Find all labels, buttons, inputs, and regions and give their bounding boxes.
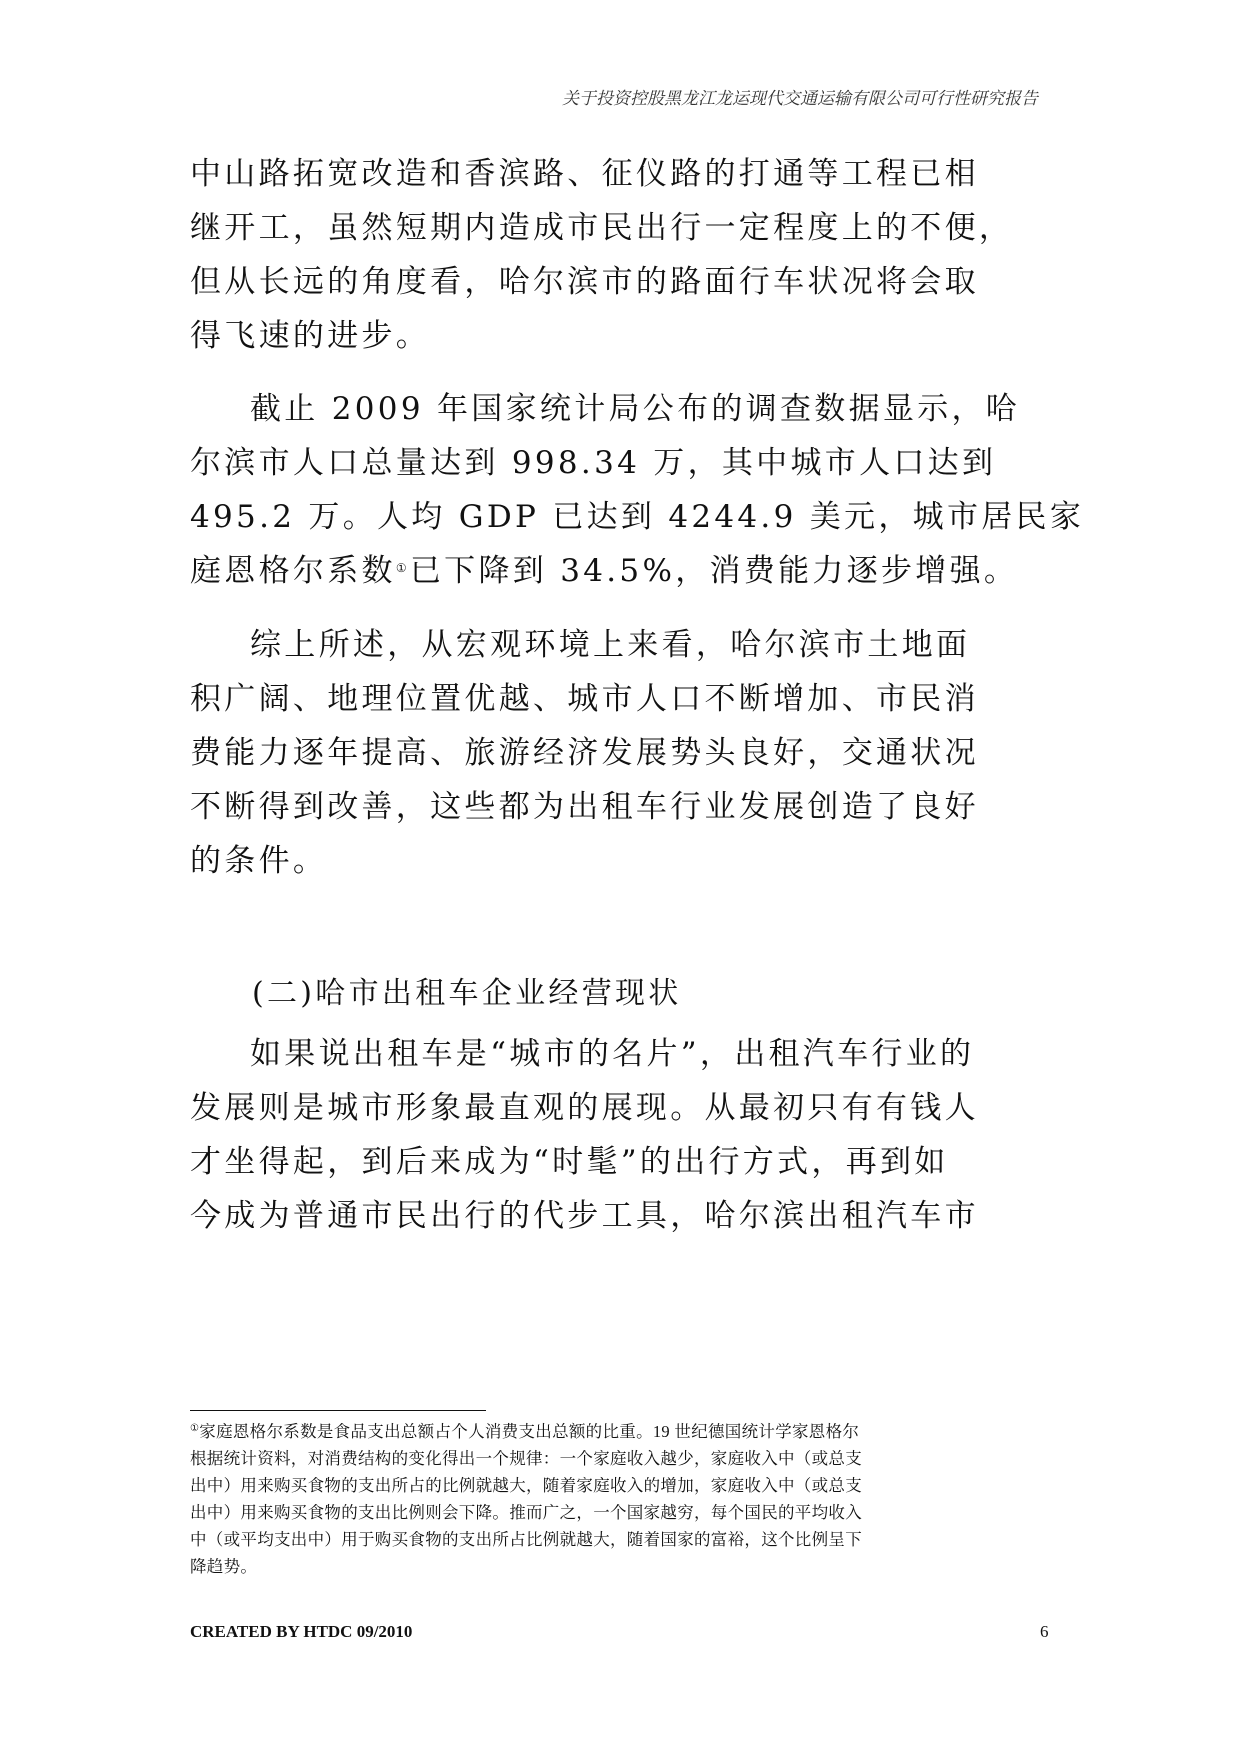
footer-credit: CREATED BY HTDC 09/2010 bbox=[190, 1622, 413, 1641]
body-line-9: 综上所述，从宏观环境上来看，哈尔滨市土地面 bbox=[250, 627, 971, 663]
body-line-4: 得飞速的进步。 bbox=[190, 318, 431, 354]
footnote-line-1 bbox=[190, 1418, 859, 1442]
footnote-reference[interactable]: ① bbox=[395, 561, 410, 575]
page-number: 6 bbox=[1040, 1622, 1049, 1641]
body-line-2: 继开工，虽然短期内造成市民出行一定程度上的不便， bbox=[190, 210, 1014, 246]
body-line-17: 今成为普通市民出行的代步工具，哈尔滨出租汽车市 bbox=[190, 1198, 979, 1234]
footnote-line-3: 出中）用来购买食物的支出所占的比例就越大，随着家庭收入的增加，家庭收入中（或总支 bbox=[190, 1476, 862, 1495]
body-line-5: 截止 2009 年国家统计局公布的调查数据显示，哈 bbox=[250, 391, 1021, 427]
running-header: 关于投资控股黑龙江龙运现代交通运输有限公司可行性研究报告 bbox=[562, 89, 1038, 108]
footnote-line-4: 出中）用来购买食物的支出比例则会下降。推而广之，一个国家越穷，每个国民的平均收入 bbox=[190, 1503, 862, 1522]
body-line-12: 不断得到改善，这些都为出租车行业发展创造了良好 bbox=[190, 789, 979, 825]
body-line-11: 费能力逐年提高、旅游经济发展势头良好，交通状况 bbox=[190, 735, 979, 771]
body-line-16: 才坐得起，到后来成为“时髦”的出行方式，再到如 bbox=[190, 1144, 949, 1180]
footnote-divider bbox=[190, 1410, 486, 1411]
footnote-marker: ① bbox=[190, 1423, 200, 1434]
footnote-line-2: 根据统计资料，对消费结构的变化得出一个规律：一个家庭收入越少，家庭收入中（或总支 bbox=[190, 1449, 862, 1468]
body-line-13: 的条件。 bbox=[190, 843, 328, 879]
body-line-14: 如果说出租车是“城市的名片”，出租汽车行业的 bbox=[250, 1036, 975, 1072]
body-line-8 bbox=[190, 545, 1018, 590]
body-line-8-text-b: 已下降到 34.5%，消费能力逐步增强。 bbox=[409, 553, 1019, 589]
body-line-7: 495.2 万。人均 GDP 已达到 4244.9 美元，城市居民家 bbox=[190, 499, 1085, 535]
body-line-1: 中山路拓宽改造和香滨路、征仪路的打通等工程已相 bbox=[190, 156, 979, 192]
footnote-line-5: 中（或平均支出中）用于购买食物的支出所占比例就越大，随着国家的富裕，这个比例呈下 bbox=[190, 1530, 862, 1549]
body-line-8-text-a: 庭恩格尔系数 bbox=[190, 553, 396, 589]
body-line-3: 但从长远的角度看，哈尔滨市的路面行车状况将会取 bbox=[190, 264, 979, 300]
footnote-line-1-text: 家庭恩格尔系数是食品支出总额占个人消费支出总额的比重。19 世纪德国统计学家恩格尔 bbox=[199, 1422, 860, 1441]
body-line-6: 尔滨市人口总量达到 998.34 万，其中城市人口达到 bbox=[190, 445, 997, 481]
footnote-line-6: 降趋势。 bbox=[190, 1557, 258, 1576]
section-heading: (二)哈市出租车企业经营现状 bbox=[252, 976, 682, 1011]
body-line-15: 发展则是城市形象最直观的展现。从最初只有有钱人 bbox=[190, 1090, 979, 1126]
body-line-10: 积广阔、地理位置优越、城市人口不断增加、市民消 bbox=[190, 681, 979, 717]
